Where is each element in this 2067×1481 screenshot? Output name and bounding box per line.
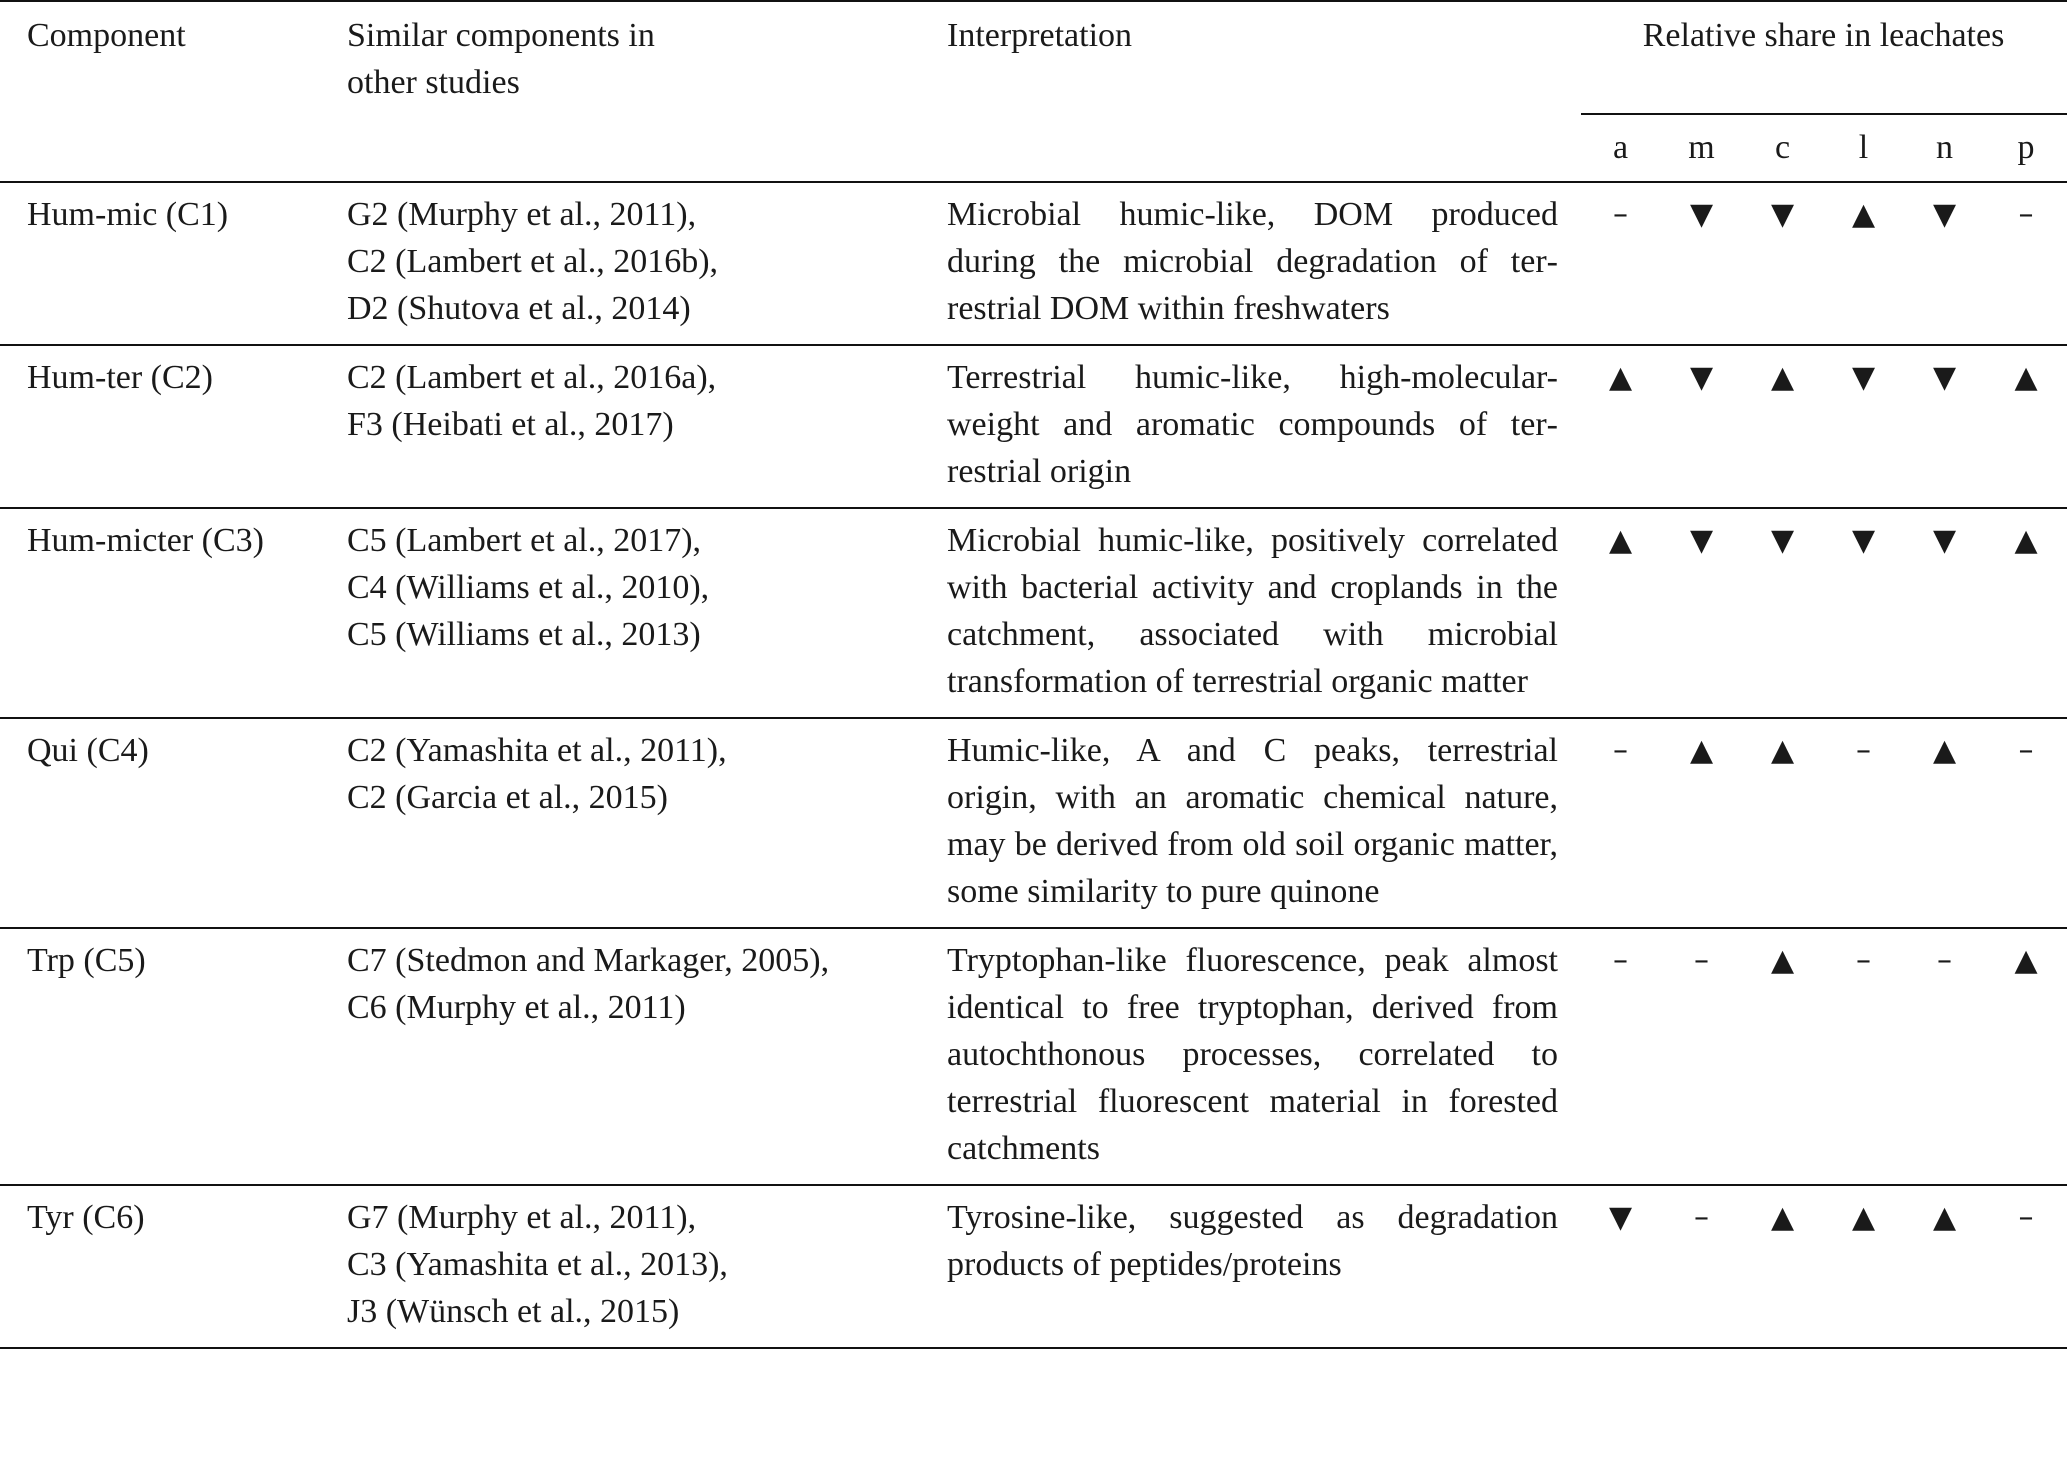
share-l: ▼ <box>1823 345 1904 508</box>
similar-line: C2 (Garcia et al., 2015) <box>347 779 668 816</box>
similar-line: C7 (Stedmon and Markager, 2005), <box>347 942 830 979</box>
share-c: ▲ <box>1742 345 1823 508</box>
share-n: ▼ <box>1904 182 1985 345</box>
share-a: ▼ <box>1580 1185 1661 1348</box>
table-row <box>0 1185 2067 1348</box>
header-row <box>0 1 2067 115</box>
similar-line: C5 (Williams et al., 2013) <box>347 616 701 653</box>
similar-line: G2 (Murphy et al., 2011), <box>347 196 697 233</box>
share-n: – <box>1904 928 1985 1185</box>
table-row <box>0 508 2067 718</box>
share-l: ▼ <box>1823 508 1904 718</box>
share-a: ▲ <box>1580 345 1661 508</box>
header-component: Component <box>0 1 320 182</box>
interpretation-cell: Tryptophan-like fluorescence, peak almost identical to free tryptophan, derived from autochthonous processes, correlated to terrestrial fluorescent material in forested catchments <box>920 928 1580 1185</box>
header-similar-line2: other studies <box>347 64 520 101</box>
header-similar-line1: Similar components in <box>347 17 655 54</box>
share-p: ▲ <box>1985 345 2067 508</box>
share-m: ▲ <box>1661 718 1742 928</box>
share-p: ▲ <box>1985 508 2067 718</box>
subheader-a: a <box>1580 115 1661 182</box>
header-interpretation: Interpretation <box>920 1 1580 182</box>
similar-line: D2 (Shutova et al., 2014) <box>347 290 691 327</box>
table-row <box>0 182 2067 345</box>
similar-line: C3 (Yamashita et al., 2013), <box>347 1246 728 1283</box>
subheader-n: n <box>1904 115 1985 182</box>
share-p: – <box>1985 718 2067 928</box>
share-m: ▼ <box>1661 182 1742 345</box>
share-n: ▼ <box>1904 508 1985 718</box>
share-l: – <box>1823 718 1904 928</box>
component-cell: Qui (C4) <box>0 718 320 928</box>
header-relative-share-label: Relative share in leachates <box>1642 17 2005 54</box>
share-a: – <box>1580 182 1661 345</box>
similar-cell <box>320 345 920 508</box>
share-n: ▼ <box>1904 345 1985 508</box>
share-c: ▼ <box>1742 182 1823 345</box>
share-c: ▲ <box>1742 718 1823 928</box>
interpretation-cell: Humic-like, A and C peaks, terrestrial origin, with an aromatic chemical nature, may be derived from old soil organic matter, some similarity to pure quinone <box>920 718 1580 928</box>
similar-cell <box>320 182 920 345</box>
similar-line: C5 (Lambert et al., 2017), <box>347 522 702 559</box>
table-row <box>0 718 2067 928</box>
share-n: ▲ <box>1904 718 1985 928</box>
component-cell: Trp (C5) <box>0 928 320 1185</box>
share-a: – <box>1580 928 1661 1185</box>
similar-line: C4 (Williams et al., 2010), <box>347 569 710 606</box>
interpretation-cell: Microbial humic-like, DOM produced during the microbial degradation of terrestrial DOM within freshwaters <box>920 182 1580 345</box>
relative-share-rule <box>1581 113 2067 115</box>
share-m: – <box>1661 1185 1742 1348</box>
component-cell: Tyr (C6) <box>0 1185 320 1348</box>
subheader-p: p <box>1985 115 2067 182</box>
share-c: ▲ <box>1742 1185 1823 1348</box>
similar-line: C2 (Lambert et al., 2016b), <box>347 243 719 280</box>
interpretation-cell: Microbial humic-like, positively correlated with bacterial activity and croplands in the catchment, associated with microbial transformation of terrestrial organic matter <box>920 508 1580 718</box>
share-l: ▲ <box>1823 1185 1904 1348</box>
share-c: ▼ <box>1742 508 1823 718</box>
share-p: – <box>1985 1185 2067 1348</box>
similar-cell <box>320 1185 920 1348</box>
share-m: ▼ <box>1661 508 1742 718</box>
similar-cell <box>320 928 920 1185</box>
similar-line: C2 (Lambert et al., 2016a), <box>347 359 717 396</box>
share-a: – <box>1580 718 1661 928</box>
share-m: – <box>1661 928 1742 1185</box>
share-p: – <box>1985 182 2067 345</box>
share-m: ▼ <box>1661 345 1742 508</box>
similar-line: F3 (Heibati et al., 2017) <box>347 406 674 443</box>
table-row <box>0 928 2067 1185</box>
interpretation-cell: Terrestrial humic-like, high-molecular-weight and aromatic compounds of terrestrial origin <box>920 345 1580 508</box>
similar-line: C6 (Murphy et al., 2011) <box>347 989 686 1026</box>
share-l: ▲ <box>1823 182 1904 345</box>
interpretation-cell: Tyrosine-like, suggested as degradation products of peptides/proteins <box>920 1185 1580 1348</box>
similar-cell <box>320 718 920 928</box>
header-similar <box>320 1 920 182</box>
subheader-c: c <box>1742 115 1823 182</box>
subheader-l: l <box>1823 115 1904 182</box>
similar-line: J3 (Wünsch et al., 2015) <box>347 1293 680 1330</box>
similar-line: G7 (Murphy et al., 2011), <box>347 1199 697 1236</box>
similar-line: C2 (Yamashita et al., 2011), <box>347 732 727 769</box>
component-cell: Hum-mic (C1) <box>0 182 320 345</box>
component-cell: Hum-ter (C2) <box>0 345 320 508</box>
similar-cell <box>320 508 920 718</box>
table-row <box>0 345 2067 508</box>
component-cell: Hum-micter (C3) <box>0 508 320 718</box>
header-relative-share <box>1580 1 2067 115</box>
share-c: ▲ <box>1742 928 1823 1185</box>
share-n: ▲ <box>1904 1185 1985 1348</box>
share-l: – <box>1823 928 1904 1185</box>
subheader-m: m <box>1661 115 1742 182</box>
share-p: ▲ <box>1985 928 2067 1185</box>
share-a: ▲ <box>1580 508 1661 718</box>
